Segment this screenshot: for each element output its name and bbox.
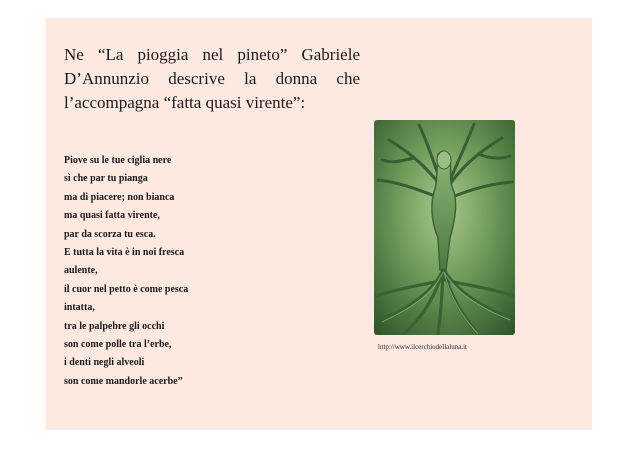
image-credit: http://www.ilcerchiodellaluna.it [378,343,467,351]
intro-text: Ne “La pioggia nel pineto” Gabriele D’Annunzio descrive la donna che l’accompagna “fatta quasi virente”: [64,45,360,112]
poem-line: i denti negli alveoli [64,357,145,369]
poem-line: tra le palpebre gli occhi [64,320,165,332]
figure-head [437,151,451,169]
poem-line: aulente, [64,265,98,277]
poem [64,152,324,391]
poem-line: son come mandorle acerbe” [64,375,183,387]
poem-line: intatta, [64,302,95,314]
poem-line: il cuor nel petto è come pesca [64,283,189,295]
slide [46,18,592,430]
poem-line: E tutta la vita è in noi fresca [64,247,185,259]
tree-woman-sculpture-image [374,120,515,335]
poem-line: ma quasi fatta virente, [64,210,160,222]
poem-line: par da scorza tu esca. [64,228,156,240]
poem-line: sì che par tu pianga [64,173,148,185]
poem-line: son come polle tra l’erbe, [64,339,172,351]
poem-line: ma di piacere; non bianca [64,191,175,203]
poem-line: Piove su le tue ciglia nere [64,155,172,166]
